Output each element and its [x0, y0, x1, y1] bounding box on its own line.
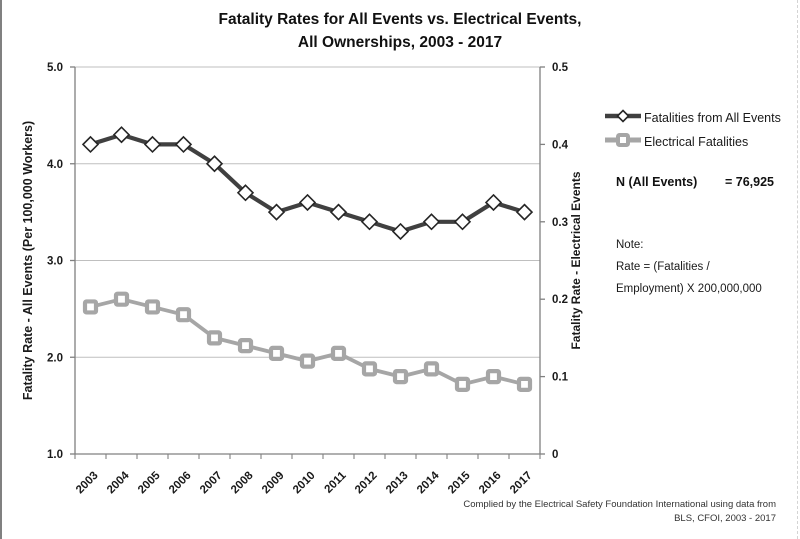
chart-title-line2: All Ownerships, 2003 - 2017	[297, 34, 503, 51]
legend-item-all-events[interactable]	[604, 106, 781, 130]
legend-item-electrical[interactable]	[604, 130, 781, 154]
legend-label-all-events: Fatalities from All Events	[644, 111, 781, 125]
marker-diamond[interactable]	[424, 214, 439, 229]
left-axis-tick-label: 2.0	[47, 352, 63, 365]
marker-square[interactable]	[240, 340, 251, 351]
marker-square[interactable]	[85, 301, 96, 312]
x-axis-label: 2010	[291, 469, 318, 497]
x-axis-label: 2014	[415, 469, 442, 497]
x-axis-label: 2003	[74, 469, 101, 497]
note-block	[616, 234, 762, 300]
right-axis-tick-label: 0.1	[552, 371, 568, 384]
left-axis-tick-label: 5.0	[47, 62, 63, 74]
x-axis-label: 2005	[136, 469, 163, 497]
x-axis-label: 2015	[446, 469, 473, 497]
x-axis-label: 2009	[260, 469, 287, 497]
marker-square[interactable]	[209, 332, 220, 343]
marker-square[interactable]	[178, 309, 189, 320]
marker-square[interactable]	[426, 363, 437, 374]
left-axis-tick-label: 4.0	[47, 158, 63, 171]
right-axis-title: Fatality Rate - Electrical Events	[569, 171, 583, 350]
legend-label-electrical: Electrical Fatalities	[644, 135, 749, 149]
electrical-line-marker-icon	[604, 132, 642, 153]
attribution-line2: BLS, CFOI, 2003 - 2017	[674, 513, 776, 524]
marker-diamond[interactable]	[83, 137, 98, 152]
marker-square[interactable]	[395, 371, 406, 382]
right-axis-tick-label: 0.4	[552, 139, 568, 152]
x-axis-label: 2016	[477, 469, 504, 497]
x-axis-label: 2007	[198, 469, 225, 497]
marker-diamond[interactable]	[393, 224, 408, 239]
note-line1: Note:	[616, 239, 644, 251]
marker-square[interactable]	[364, 363, 375, 374]
right-axis-tick-label: 0.3	[552, 216, 568, 229]
attribution-line1: Complied by the Electrical Safety Foundation International using data from	[463, 499, 776, 510]
x-axis-label: 2017	[508, 469, 535, 497]
all-events-line-marker-icon	[604, 109, 642, 128]
left-axis-title: Fatality Rate - All Events (Per 100,000 Workers)	[21, 120, 35, 401]
marker-square[interactable]	[333, 348, 344, 359]
attribution	[463, 498, 776, 526]
x-axis-label: 2006	[167, 469, 194, 497]
marker-square[interactable]	[271, 348, 282, 359]
note-line2: Rate = (Fatalities /	[616, 261, 710, 273]
marker-diamond[interactable]	[517, 205, 532, 220]
left-axis-tick-label: 1.0	[47, 449, 63, 461]
right-axis-tick-label: 0.5	[552, 62, 568, 74]
x-axis-label: 2012	[353, 469, 380, 497]
x-axis-label: 2008	[229, 469, 256, 497]
x-axis-label: 2004	[105, 469, 132, 497]
marker-square[interactable]	[116, 294, 127, 305]
right-axis-tick-label: 0.2	[552, 294, 568, 307]
n-summary-value: = 76,925	[724, 175, 774, 189]
marker-diamond[interactable]	[145, 137, 160, 152]
marker-square[interactable]	[147, 301, 158, 312]
marker-diamond[interactable]	[362, 214, 377, 229]
chart-title-line1: Fatality Rates for All Events vs. Electrical Events,	[218, 11, 582, 28]
n-summary	[616, 175, 792, 189]
marker-diamond[interactable]	[114, 127, 129, 142]
marker-square[interactable]	[457, 379, 468, 390]
marker-diamond[interactable]	[331, 205, 346, 220]
n-summary-label: N (All Events)	[616, 175, 698, 189]
x-axis-label: 2011	[322, 469, 349, 496]
marker-square[interactable]	[302, 356, 313, 367]
left-axis-tick-label: 3.0	[47, 255, 63, 268]
right-axis-tick-label: 0	[552, 449, 559, 461]
chart-legend	[604, 106, 781, 154]
marker-diamond[interactable]	[300, 195, 315, 210]
note-line3: Employment) X 200,000,000	[616, 283, 762, 295]
x-axis-label: 2013	[384, 469, 411, 497]
marker-square[interactable]	[488, 371, 499, 382]
marker-square[interactable]	[519, 379, 530, 390]
